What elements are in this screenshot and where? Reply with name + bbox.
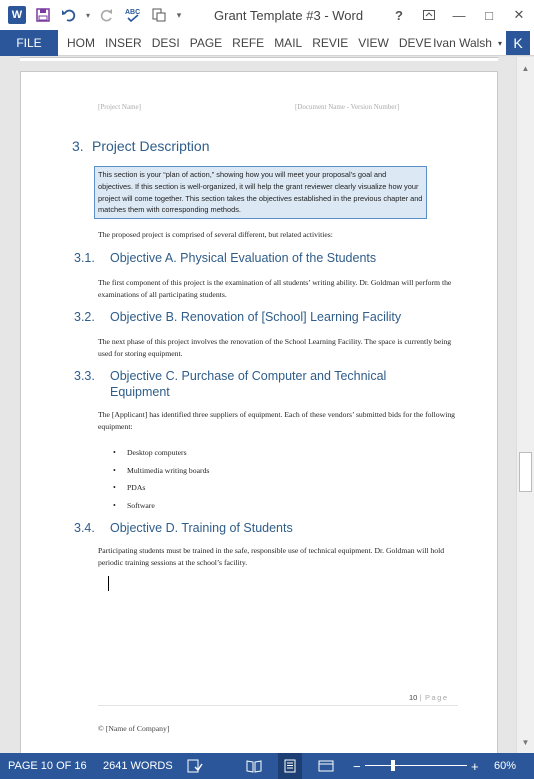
- tab-design[interactable]: DESI: [151, 35, 180, 50]
- footer-divider: [98, 705, 458, 706]
- equipment-list: [113, 444, 209, 514]
- section-heading: [72, 138, 210, 154]
- subheading-number: 3.3.: [74, 369, 95, 383]
- customize-qat-icon[interactable]: ▾: [176, 9, 182, 20]
- zoom-slider[interactable]: [365, 765, 467, 766]
- previous-page-edge: [20, 57, 498, 61]
- ribbon-display-options-icon[interactable]: [414, 0, 444, 30]
- redo-icon[interactable]: [96, 4, 118, 26]
- subheading-number: 3.4.: [74, 521, 95, 535]
- tab-references[interactable]: REFE: [232, 35, 265, 50]
- word-logo-icon[interactable]: W: [6, 4, 28, 26]
- tab-developer[interactable]: DEVE: [398, 35, 432, 50]
- list-item: • Multimedia writing boards: [113, 465, 210, 475]
- paragraph-3-2: The next phase of this project involves the renovation of the School Learning Facility. The space is currently being used for storing equipment.: [98, 337, 452, 358]
- title-bar: [0, 0, 534, 30]
- bullet-icon: •: [113, 501, 116, 511]
- footer-company: © [Name of Company]: [98, 724, 170, 733]
- paragraph-3-3: The [Applicant] has identified three suppliers of equipment. Each of these vendors’ submitted bids for the following equipment:: [98, 410, 456, 431]
- tab-file[interactable]: FILE: [0, 30, 58, 56]
- tab-page-layout[interactable]: PAGE: [189, 35, 223, 50]
- scroll-up-icon[interactable]: ▲: [521, 64, 530, 73]
- header-document-name: [Document Name - Version Number]: [295, 103, 400, 111]
- minimize-icon[interactable]: —: [452, 7, 466, 23]
- bullet-icon: •: [113, 448, 116, 458]
- header-project-name: [Project Name]: [98, 103, 141, 111]
- zoom-level[interactable]: 60%: [494, 760, 517, 772]
- save-icon[interactable]: [32, 4, 54, 26]
- intro-paragraph: The proposed project is comprised of several different, but related activities:: [98, 230, 333, 239]
- text-cursor: [108, 576, 109, 591]
- scrollbar-thumb[interactable]: [519, 452, 532, 492]
- zoom-slider-handle[interactable]: [391, 760, 395, 771]
- help-icon[interactable]: ?: [395, 7, 403, 23]
- subheading-number: 3.1.: [74, 251, 95, 265]
- page-number-separator: |: [419, 693, 423, 702]
- word-count-status[interactable]: 2641 WORDS: [103, 760, 173, 772]
- close-icon[interactable]: ✕: [513, 7, 525, 22]
- proofing-icon[interactable]: [187, 753, 203, 779]
- list-item: • Desktop computers: [113, 448, 187, 458]
- read-mode-icon[interactable]: [246, 753, 262, 779]
- spelling-icon[interactable]: [122, 4, 144, 26]
- tab-review[interactable]: REVIE: [312, 35, 349, 50]
- page-count-status[interactable]: PAGE 10 OF 16: [8, 760, 87, 772]
- tab-home[interactable]: HOM: [67, 35, 95, 50]
- zoom-in-button[interactable]: +: [471, 758, 479, 774]
- page-number-value: 10: [409, 693, 418, 702]
- ribbon-tabs: [0, 30, 534, 56]
- bullet-icon: •: [113, 483, 116, 493]
- format-painter-icon[interactable]: [148, 4, 170, 26]
- subheading-text: Objective C. Purchase of Computer and Technical Equipment: [110, 369, 387, 399]
- tab-view[interactable]: VIEW: [358, 35, 389, 50]
- paragraph-3-4: Participating students must be trained in the safe, responsible use of technical equipment. Dr. Goldman will hold periodic training sessions at the school’s facility.: [98, 546, 445, 567]
- quick-access-toolbar: [0, 0, 188, 30]
- page-number: [409, 693, 449, 702]
- tab-mailings[interactable]: MAIL: [274, 35, 303, 50]
- instruction-note: This section is your “plan of action,” showing how you will meet your proposal’s goal and objectives. If this section is well-organized, it will help the grant reviewer clearly visualize how your project will come together. This section takes the objectives established in the previous chapter and matches them with corresponding methods.: [94, 166, 427, 219]
- window-title: Grant Template #3 - Word: [214, 8, 364, 23]
- page-number-label: Page: [424, 693, 449, 702]
- undo-icon[interactable]: [58, 4, 80, 26]
- print-layout-icon[interactable]: [278, 753, 302, 779]
- user-account[interactable]: [433, 30, 502, 56]
- section-heading-number: 3.: [72, 138, 84, 154]
- subheading-3-4: [74, 520, 450, 536]
- user-avatar[interactable]: K: [506, 31, 530, 55]
- subheading-text: Objective D. Training of Students: [110, 521, 293, 535]
- paragraph-3-1: The first component of this project is the examination of all students’ writing ability. Dr. Goldman will perform the examinations of all participating students.: [98, 278, 452, 299]
- chevron-down-icon: ▾: [497, 38, 502, 48]
- document-area: [0, 57, 516, 753]
- subheading-text: Objective B. Renovation of [School] Learning Facility: [110, 310, 402, 324]
- web-layout-icon[interactable]: [318, 753, 334, 779]
- user-name: Ivan Walsh: [433, 36, 492, 50]
- subheading-3-3: [74, 368, 440, 400]
- window-buttons: [384, 0, 534, 30]
- section-heading-text: Project Description: [92, 138, 210, 154]
- scroll-down-icon[interactable]: ▼: [521, 738, 530, 747]
- zoom-out-button[interactable]: −: [353, 758, 361, 774]
- document-page[interactable]: [20, 71, 498, 753]
- tab-insert[interactable]: INSER: [105, 35, 142, 50]
- subheading-3-2: [74, 309, 450, 325]
- list-item: • Software: [113, 501, 155, 511]
- list-item: • PDAs: [113, 483, 146, 493]
- bullet-icon: •: [113, 465, 116, 475]
- subheading-text: Objective A. Physical Evaluation of the Students: [110, 251, 377, 265]
- status-bar: [0, 753, 534, 779]
- vertical-scrollbar[interactable]: [516, 57, 534, 753]
- svg-text:ABC: ABC: [125, 9, 141, 16]
- undo-dropdown-icon[interactable]: ▾: [85, 10, 90, 20]
- maximize-icon[interactable]: □: [485, 7, 493, 23]
- subheading-number: 3.2.: [74, 310, 95, 324]
- subheading-3-1: [74, 250, 450, 266]
